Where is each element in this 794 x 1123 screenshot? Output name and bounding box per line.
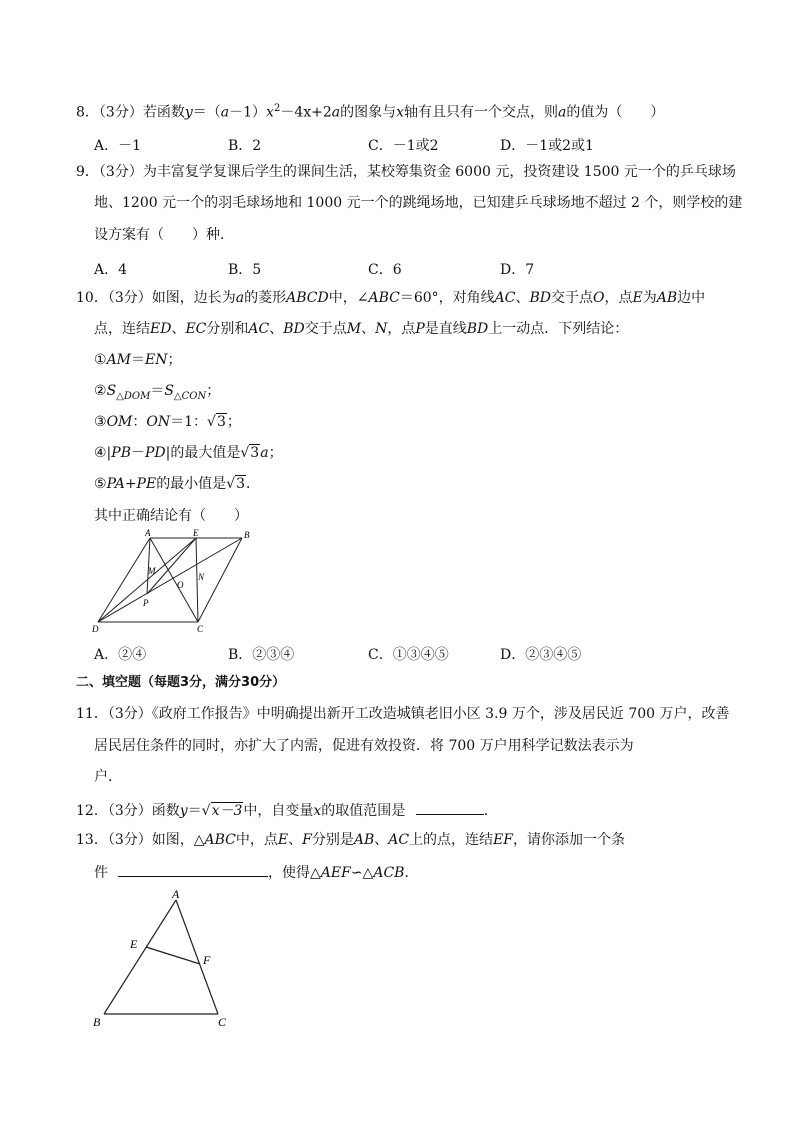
- q10-option-a: A．②④: [94, 647, 147, 663]
- label-b: B: [244, 530, 250, 540]
- label-n: N: [198, 572, 205, 582]
- q9-options: [94, 259, 774, 278]
- q11-line-3: 户．: [94, 769, 122, 785]
- q8-option-c: C．－1或2: [368, 138, 439, 154]
- q9-option-c: C．6: [368, 262, 402, 278]
- q13-answer-blank[interactable]: [118, 864, 268, 877]
- label-e: E: [193, 528, 199, 538]
- edge-ac: [176, 900, 218, 1014]
- q13-line-2: 件 ，使得△AEF∽△ACB．: [94, 865, 419, 881]
- q8-option-d: D．－1或2或1: [500, 138, 594, 154]
- label-c: C: [197, 624, 204, 634]
- q8-options: [94, 135, 774, 154]
- sqrt-sign: √: [207, 414, 216, 430]
- q8-option-b: B．2: [228, 138, 262, 154]
- q10-option-d: D．②③④⑤: [500, 647, 582, 663]
- q10-options: [94, 644, 774, 663]
- edge-ab: [104, 900, 176, 1014]
- q11-line-1: 11．（3分）《政府工作报告》中明确提出新开工改造城镇老旧小区 3.9 万个，涉及居民近 700 万户，改善: [76, 706, 730, 722]
- q10-ask: 其中正确结论有（ ）: [94, 508, 248, 524]
- label-a: A: [145, 528, 151, 538]
- q9-option-b: B．5: [228, 262, 262, 278]
- q10-option-b: B．②③④: [228, 647, 295, 663]
- label-p: P: [143, 598, 149, 608]
- q12-stem: 12．（3分）函数y＝√x－3中，自变量x的取值范围是 ．: [76, 803, 498, 819]
- q10-conclusion-4: ④|PB－PD|的最大值是√3a；: [94, 445, 283, 461]
- q10-line-2: 点，连结ED、EC分别和AC、BD交于点M、N，点P是直线BD上一动点．下列结论：: [94, 321, 629, 337]
- q9-option-a: A．4: [94, 262, 128, 278]
- label-b: B: [93, 1015, 101, 1029]
- sqrt-sign: √: [226, 476, 236, 492]
- label-a: A: [172, 887, 180, 901]
- q10-rhombus-figure: [90, 528, 260, 636]
- q11-line-2: 居民居住条件的同时，亦扩大了内需，促进有效投资．将 700 万户用科学记数法表示为: [94, 738, 634, 754]
- label-e: E: [130, 937, 138, 951]
- q10-conclusion-3: ③OM：ON＝1：√3；: [94, 414, 241, 430]
- segment-ef: [146, 947, 200, 964]
- q9-line-2: 地、1200 元一个的羽毛球场地和 1000 元一个的跳绳场地，已知建乒乓球场地不超过 2 个，则学校的建: [94, 195, 743, 211]
- q10-conclusion-2: $②S_{\triangle DOM}=S_{\triangle CON}$；: [94, 383, 221, 402]
- q13-line-1: 13．（3分）如图，△ABC中，点E、F分别是AB、AC上的点，连结EF，请你添加一个条: [76, 832, 625, 848]
- edge-da: [98, 538, 150, 622]
- label-f: F: [203, 953, 211, 967]
- sqrt-sign: √: [201, 803, 211, 819]
- q12-answer-blank[interactable]: [416, 802, 484, 815]
- q8-stem: 8．（3分）若函数$y=(a-1)x^2-4x+2a$的图象与x轴有且只有一个交点，则a的值为（ ）: [76, 103, 665, 121]
- q8-option-a: A．－1: [94, 138, 142, 154]
- q9-option-d: D．7: [500, 262, 535, 278]
- section-2-heading: 二、填空题（每题3分，满分30分）: [76, 675, 286, 690]
- q13-triangle-figure: [90, 884, 240, 1032]
- diagonal-ac: [150, 538, 198, 622]
- label-m: M: [148, 566, 156, 576]
- label-d: D: [92, 624, 99, 634]
- q10-conclusion-5: ⑤PA+PE的最小值是√3．: [94, 476, 261, 492]
- q9-line-1: 9．（3分）为丰富复学复课后学生的课间生活，某校筹集资金 6000 元，投资建设 1500 元一个的乒乓球场: [76, 164, 736, 180]
- label-c: C: [218, 1015, 227, 1029]
- q10-option-c: C．①③④⑤: [368, 647, 449, 663]
- label-o: O: [177, 580, 184, 590]
- q10-conclusion-1: ①AM＝EN；: [94, 352, 182, 368]
- sqrt-sign: √: [240, 445, 250, 461]
- q10-line-1: 10．（3分）如图，边长为a的菱形ABCD中，∠ABC＝60°，对角线AC、BD交于点O，点E为AB边中: [76, 290, 706, 306]
- q9-line-3: 设方案有（ ）种．: [94, 227, 234, 243]
